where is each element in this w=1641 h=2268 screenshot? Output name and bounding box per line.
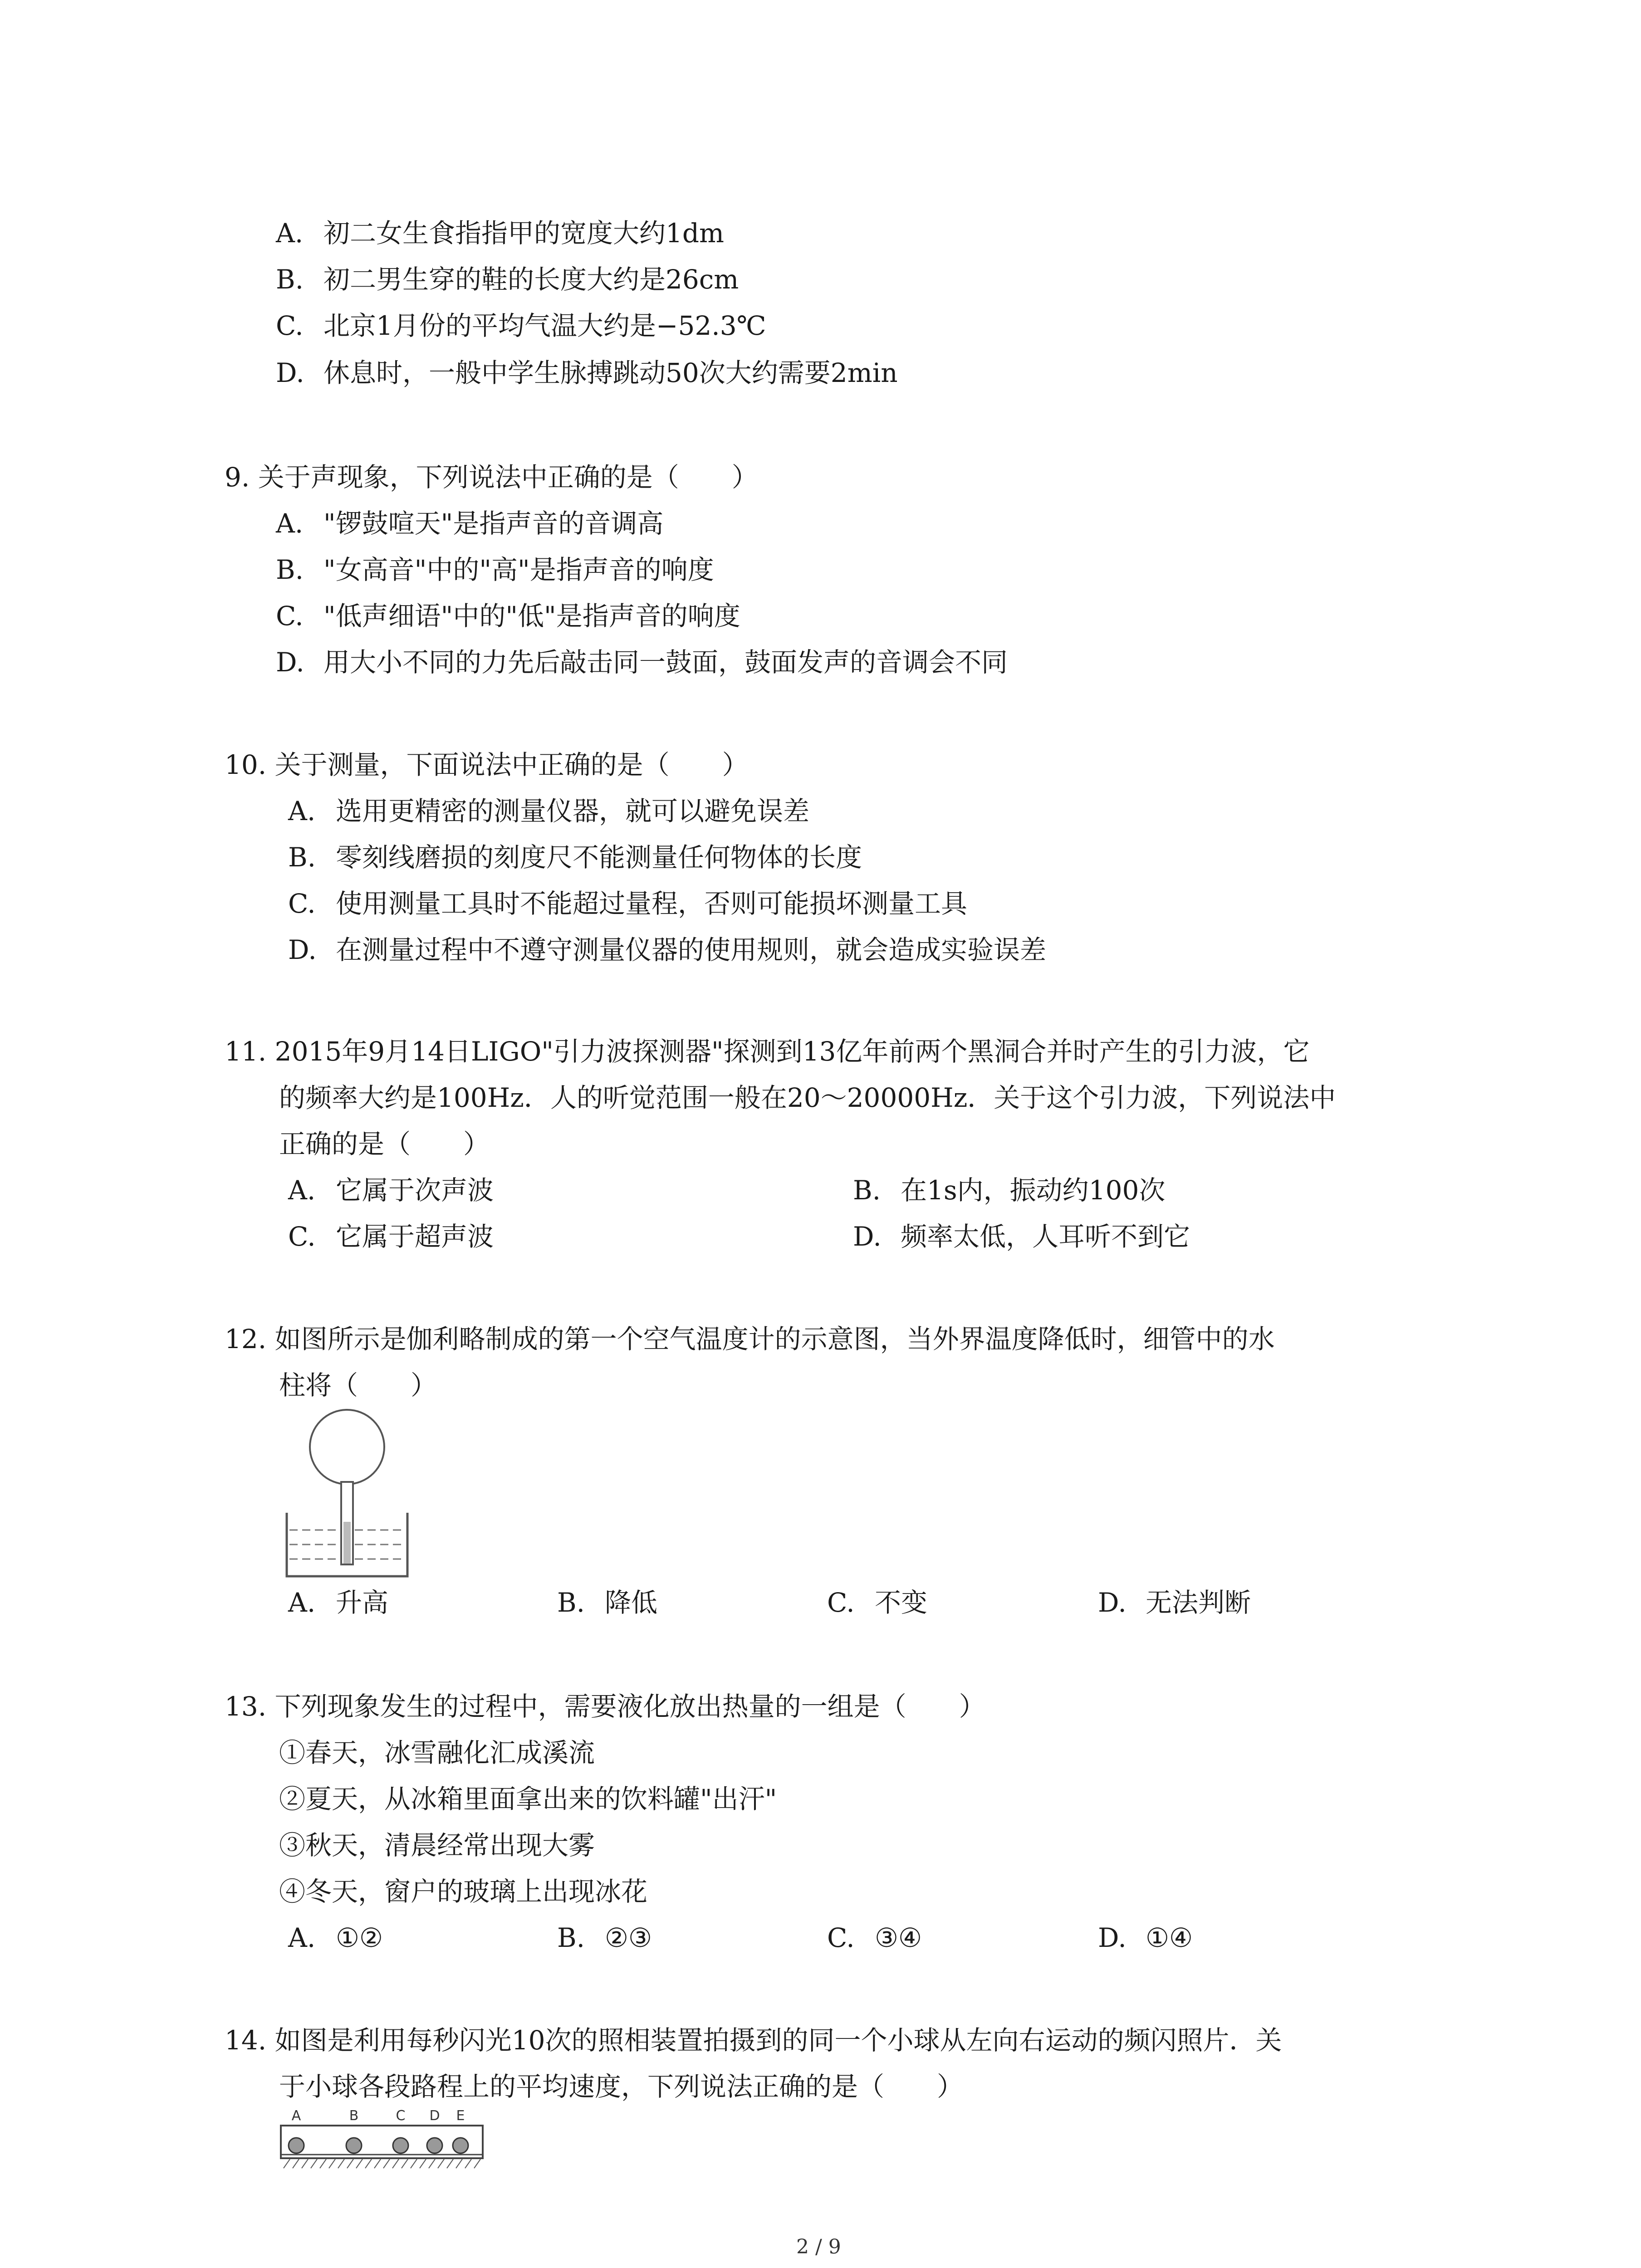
option-text: 频率太低，人耳听不到它 (901, 1221, 1190, 1252)
q13-option-c (827, 1921, 922, 1954)
option-text: 在测量过程中不遵守测量仪器的使用规则，就会造成实验误差 (336, 934, 1047, 965)
option-letter: C. (276, 310, 304, 341)
q11-option-c (288, 1220, 494, 1253)
q13-option-b (557, 1921, 652, 1954)
q14-stem-line1: 14. 如图是利用每秒闪光10次的照相装置拍摄到的同一个小球从左向右运动的频闪照片．关 (225, 2025, 1282, 2056)
q13-option-a (288, 1921, 383, 1954)
option-text: 它属于超声波 (336, 1221, 494, 1252)
option-text: 用大小不同的力先后敲击同一鼓面，鼓面发声的音调会不同 (323, 647, 1008, 678)
q12-stem-line2: 柱将（ ） (279, 1370, 437, 1401)
q11-option-a (288, 1174, 494, 1207)
q8-option-b (276, 263, 739, 296)
option-letter: C. (827, 1587, 855, 1618)
point-label-b: B (349, 2108, 359, 2124)
q11-stem-line3: 正确的是（ ） (279, 1129, 490, 1159)
water-column (343, 1522, 351, 1564)
option-text: 使用测量工具时不能超过量程，否则可能损坏测量工具 (336, 888, 968, 919)
ball-c (393, 2138, 408, 2153)
option-letter: B. (288, 842, 316, 873)
q8-option-c (276, 309, 766, 342)
q13-item-4: ④冬天，窗户的玻璃上出现冰花 (279, 1876, 648, 1907)
q13-stem: 13. 下列现象发生的过程中，需要液化放出热量的一组是（ ） (225, 1691, 985, 1722)
option-text: ②③ (605, 1922, 652, 1953)
option-text: 升高 (336, 1587, 389, 1618)
option-letter: A. (288, 796, 316, 826)
option-text: 不变 (875, 1587, 928, 1618)
air-thermometer-figure (281, 1408, 417, 1581)
option-letter: B. (557, 1922, 585, 1953)
option-letter: B. (276, 264, 304, 295)
q11-option-b (853, 1174, 1165, 1207)
q13-item-2: ②夏天，从冰箱里面拿出来的饮料罐"出汗" (279, 1784, 777, 1814)
ball-b (346, 2138, 362, 2153)
option-letter: A. (288, 1175, 316, 1206)
q12-option-b (557, 1586, 657, 1619)
option-letter: D. (1098, 1587, 1127, 1618)
point-label-d: D (429, 2108, 440, 2124)
q10-option-d (288, 934, 1046, 966)
q11-option-d (853, 1220, 1190, 1253)
q9-option-c (276, 600, 740, 632)
option-letter: D. (1098, 1922, 1127, 1953)
option-letter: C. (827, 1922, 855, 1953)
point-label-a: A (291, 2108, 301, 2124)
q10-option-b (288, 841, 862, 874)
ball-a (289, 2138, 304, 2153)
q8-option-d (276, 357, 898, 389)
q14-stem-line2: 于小球各段路程上的平均速度，下列说法正确的是（ ） (279, 2071, 964, 2102)
strobe-photo-figure (279, 2105, 488, 2170)
option-text: ①④ (1146, 1922, 1193, 1953)
point-label-c: C (396, 2108, 406, 2124)
q13-option-d (1098, 1921, 1193, 1954)
ball-e (453, 2138, 468, 2153)
option-letter: C. (276, 601, 304, 631)
option-letter: D. (276, 357, 304, 388)
q12-option-c (827, 1586, 927, 1619)
option-text: "女高音"中的"高"是指声音的响度 (323, 554, 714, 585)
option-letter: D. (853, 1221, 882, 1252)
q11-stem-line2: 的频率大约是100Hz．人的听觉范围一般在20～20000Hz．关于这个引力波，下列说法中 (279, 1082, 1336, 1113)
option-text: 休息时，一般中学生脉搏跳动50次大约需要2min (323, 357, 898, 388)
page-number: 2 / 9 (796, 2235, 841, 2258)
option-text: 北京1月份的平均气温大约是−52.3℃ (323, 310, 766, 341)
option-text: 在1s内，振动约100次 (901, 1175, 1166, 1206)
option-text: 初二男生穿的鞋的长度大约是26cm (323, 264, 739, 295)
option-text: 降低 (605, 1587, 658, 1618)
option-text: 初二女生食指指甲的宽度大约1dm (323, 218, 725, 249)
q12-stem-line1: 12. 如图所示是伽利略制成的第一个空气温度计的示意图，当外界温度降低时，细管中的水 (225, 1324, 1275, 1354)
option-text: 它属于次声波 (336, 1175, 494, 1206)
option-text: 无法判断 (1146, 1587, 1251, 1618)
option-letter: D. (276, 647, 304, 678)
option-text: 选用更精密的测量仪器，就可以避免误差 (336, 796, 810, 826)
option-letter: B. (557, 1587, 585, 1618)
option-letter: A. (276, 218, 304, 249)
q10-option-c (288, 887, 967, 920)
option-letter: B. (853, 1175, 881, 1206)
option-letter: B. (276, 554, 304, 585)
q10-stem: 10. 关于测量，下面说法中正确的是（ ） (225, 749, 749, 780)
q9-option-a (276, 507, 663, 540)
q8-option-a (276, 217, 724, 249)
option-text: 零刻线磨损的刻度尺不能测量任何物体的长度 (336, 842, 862, 873)
option-text: ①② (336, 1922, 383, 1953)
q11-stem-line1: 11. 2015年9月14日LIGO"引力波探测器"探测到13亿年前两个黑洞合并时产生的引力波，它 (225, 1036, 1310, 1067)
option-letter: D. (288, 934, 317, 965)
option-letter: C. (288, 1221, 316, 1252)
q10-option-a (288, 795, 809, 827)
option-text: "低声细语"中的"低"是指声音的响度 (323, 601, 740, 631)
thermometer-bulb (310, 1410, 384, 1484)
q12-option-a (288, 1586, 388, 1619)
option-letter: A. (288, 1922, 316, 1953)
q13-item-1: ①春天，冰雪融化汇成溪流 (279, 1737, 595, 1768)
q13-item-3: ③秋天，清晨经常出现大雾 (279, 1830, 595, 1861)
option-text: ③④ (875, 1922, 922, 1953)
point-label-e: E (456, 2108, 465, 2124)
option-letter: C. (288, 888, 316, 919)
q9-option-d (276, 646, 1008, 679)
option-letter: A. (276, 508, 304, 539)
q12-option-d (1098, 1586, 1251, 1619)
q9-option-b (276, 553, 714, 586)
option-text: "锣鼓喧天"是指声音的音调高 (323, 508, 664, 539)
ball-d (427, 2138, 442, 2153)
q9-stem: 9. 关于声现象，下列说法中正确的是（ ） (225, 462, 758, 493)
photo-frame (281, 2126, 483, 2158)
option-letter: A. (288, 1587, 316, 1618)
ground-hatching (284, 2159, 480, 2168)
